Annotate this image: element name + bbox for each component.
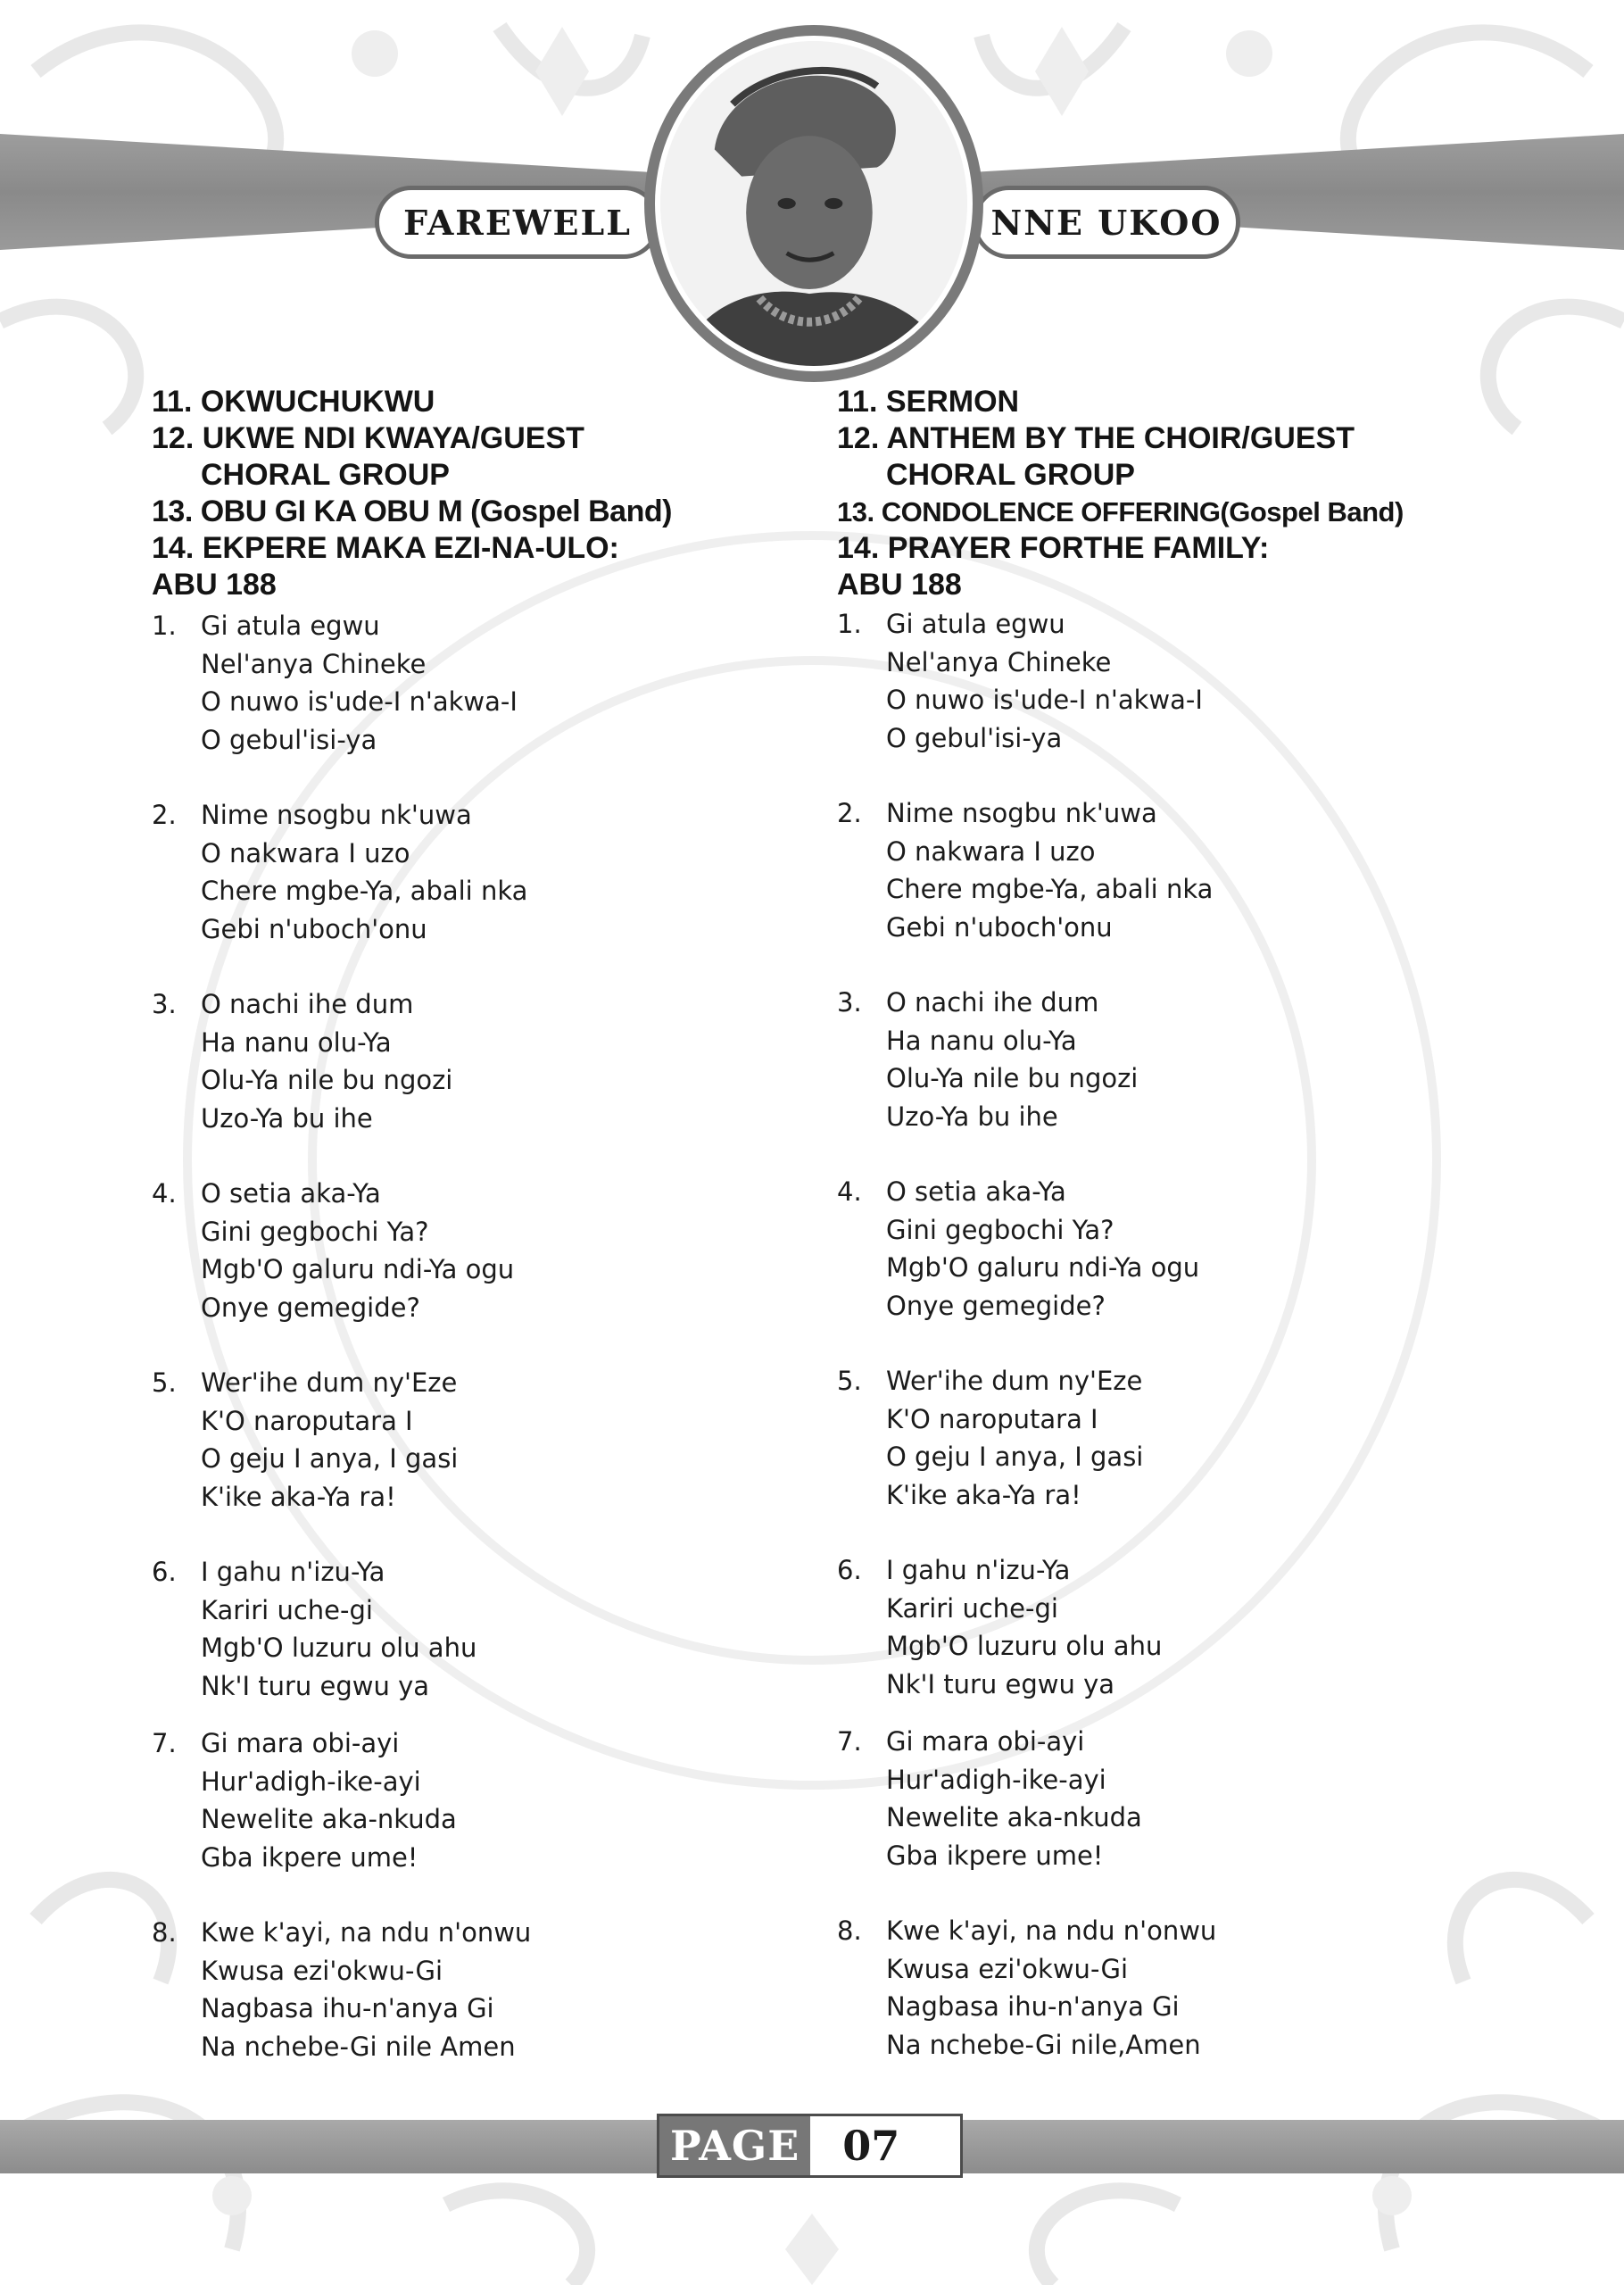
stanza-line: Gini gegbochi Ya? — [886, 1214, 1114, 1245]
left-stanza: 4. O setia aka-Ya Gini gegbochi Ya? Mgb'O galuru ndi-Ya ogu Onye gemegide? — [152, 1175, 776, 1326]
stanza-line: O nuwo is'ude-I n'akwa-I — [201, 686, 518, 717]
stanza-line: Uzo-Ya bu ihe — [201, 1102, 373, 1134]
stanza-line: Wer'ihe dum ny'Eze — [886, 1366, 1143, 1396]
stanza-line: Mgb'O luzuru olu ahu — [201, 1633, 477, 1663]
right-stanza: 1. Gi atula egwu Nel'anya Chineke O nuwo is'ude-I n'akwa-I O gebul'isi-ya — [837, 605, 1479, 757]
stanza-line: Hur'adigh-ike-ayi — [201, 1766, 421, 1797]
right-item-12: 12. ANTHEM BY THE CHOIR/GUEST — [837, 421, 1355, 455]
stanza-line: Newelite aka-nkuda — [886, 1802, 1142, 1832]
stanza-line: Mgb'O galuru ndi-Ya ogu — [201, 1254, 515, 1284]
stanza-line: Chere mgbe-Ya, abali nka — [886, 874, 1214, 904]
stanza-line: Nime nsogbu nk'uwa — [886, 798, 1157, 828]
stanza-line: O nachi ihe dum — [886, 987, 1099, 1018]
stanza-line: Olu-Ya nile bu ngozi — [201, 1065, 453, 1095]
stanza-line: K'O naroputara I — [201, 1405, 413, 1436]
stanza-line: Gi mara obi-ayi — [201, 1728, 400, 1758]
right-hymn-number: ABU 188 — [837, 568, 962, 602]
left-stanza: 5. Wer'ihe dum ny'Eze K'O naroputara I O geju I anya, I gasi K'ike aka-Ya ra! — [152, 1364, 776, 1516]
stanza-line: Nk'I turu egwu ya — [886, 1668, 1115, 1699]
stanza-line: Hur'adigh-ike-ayi — [886, 1764, 1106, 1795]
stanza-line: Kwusa ezi'okwu-Gi — [886, 1953, 1128, 1984]
stanza-line: O gebul'isi-ya — [201, 724, 377, 755]
stanza-line: K'O naroputara I — [886, 1403, 1098, 1434]
right-item-11: 11. SERMON — [837, 385, 1020, 419]
left-stanza: 3. O nachi ihe dum Ha nanu olu-Ya Olu-Ya nile bu ngozi Uzo-Ya bu ihe — [152, 985, 776, 1137]
nne-ukoo-label: NNE UKOO — [973, 186, 1240, 259]
stanza-line: Nagbasa ihu-n'anya Gi — [201, 1993, 494, 2023]
stanza-line: Nime nsogbu nk'uwa — [201, 800, 472, 830]
stanza-line: Mgb'O luzuru olu ahu — [886, 1631, 1163, 1661]
stanza-line: O setia aka-Ya — [886, 1176, 1066, 1207]
stanza-line: O geju I anya, I gasi — [201, 1443, 459, 1474]
stanza-line: Gebi n'uboch'onu — [886, 911, 1113, 943]
stanza-line: O nachi ihe dum — [201, 989, 414, 1019]
stanza-line: Na nchebe-Gi nile,Amen — [886, 2029, 1201, 2060]
stanza-line: Gini gegbochi Ya? — [201, 1216, 429, 1247]
right-stanza: 5. Wer'ihe dum ny'Eze K'O naroputara I O geju I anya, I gasi K'ike aka-Ya ra! — [837, 1362, 1479, 1514]
stanza-line: Mgb'O galuru ndi-Ya ogu — [886, 1252, 1200, 1283]
stanza-line: Nel'anya Chineke — [201, 648, 427, 679]
stanza-line: K'ike aka-Ya ra! — [886, 1479, 1081, 1510]
left-stanza: 6. I gahu n'izu-Ya Kariri uche-gi Mgb'O luzuru olu ahu Nk'I turu egwu ya — [152, 1553, 776, 1705]
right-stanza: 3. O nachi ihe dum Ha nanu olu-Ya Olu-Ya nile bu ngozi Uzo-Ya bu ihe — [837, 984, 1479, 1135]
right-stanza: 2. Nime nsogbu nk'uwa O nakwara I uzo Chere mgbe-Ya, abali nka Gebi n'uboch'onu — [837, 794, 1479, 946]
stanza-line: Nel'anya Chineke — [886, 646, 1112, 677]
stanza-line: Gebi n'uboch'onu — [201, 913, 427, 944]
stanza-line: Uzo-Ya bu ihe — [886, 1101, 1058, 1132]
stanza-line: Ha nanu olu-Ya — [201, 1026, 392, 1058]
stanza-line: O nakwara I uzo — [886, 835, 1096, 867]
stanza-line: I gahu n'izu-Ya — [886, 1555, 1071, 1585]
left-stanza: 7. Gi mara obi-ayi Hur'adigh-ike-ayi Newelite aka-nkuda Gba ikpere ume! — [152, 1724, 776, 1876]
stanza-line: Chere mgbe-Ya, abali nka — [201, 876, 528, 906]
stanza-line: Gi atula egwu — [201, 611, 380, 641]
left-stanza: 2. Nime nsogbu nk'uwa O nakwara I uzo Chere mgbe-Ya, abali nka Gebi n'uboch'onu — [152, 796, 776, 948]
left-item-13: 13. OBU GI KA OBU M (Gospel Band) — [152, 494, 672, 528]
right-stanza: 7. Gi mara obi-ayi Hur'adigh-ike-ayi Newelite aka-nkuda Gba ikpere ume! — [837, 1723, 1479, 1874]
stanza-line: Ha nanu olu-Ya — [886, 1025, 1077, 1056]
right-stanza: 8. Kwe k'ayi, na ndu n'onwu Kwusa ezi'okwu-Gi Nagbasa ihu-n'anya Gi Na nchebe-Gi nile,Amen — [837, 1912, 1479, 2064]
page-indicator — [657, 2114, 963, 2178]
left-hymn-number: ABU 188 — [152, 568, 277, 602]
right-stanza: 4. O setia aka-Ya Gini gegbochi Ya? Mgb'O galuru ndi-Ya ogu Onye gemegide? — [837, 1173, 1479, 1325]
right-item-13: 13. CONDOLENCE OFFERING(Gospel Band) — [837, 496, 1404, 528]
left-item-12-cont: CHORAL GROUP — [201, 458, 450, 492]
stanza-line: Kwusa ezi'okwu-Gi — [201, 1955, 443, 1986]
page-label: PAGE — [659, 2116, 810, 2175]
stanza-line: Kwe k'ayi, na ndu n'onwu — [886, 1915, 1217, 1946]
stanza-line: Gi mara obi-ayi — [886, 1726, 1085, 1757]
stanza-line: O gebul'isi-ya — [886, 722, 1063, 753]
stanza-line: Kariri uche-gi — [886, 1592, 1058, 1624]
left-stanza: 8. Kwe k'ayi, na ndu n'onwu Kwusa ezi'okwu-Gi Nagbasa ihu-n'anya Gi Na nchebe-Gi nile Amen — [152, 1914, 776, 2065]
stanza-line: Gba ikpere ume! — [201, 1841, 418, 1873]
stanza-line: O nuwo is'ude-I n'akwa-I — [886, 685, 1203, 715]
stanza-line: Gba ikpere ume! — [886, 1840, 1104, 1871]
igbo-order-of-service — [152, 384, 776, 2065]
stanza-line: O nakwara I uzo — [201, 837, 410, 868]
header — [0, 0, 1624, 393]
right-item-12-cont: CHORAL GROUP — [886, 458, 1135, 492]
stanza-line: Newelite aka-nkuda — [201, 1804, 457, 1834]
farewell-label: FAREWELL — [375, 186, 660, 259]
stanza-line: Kariri uche-gi — [201, 1594, 373, 1625]
stanza-line: Wer'ihe dum ny'Eze — [201, 1367, 458, 1398]
stanza-line: O geju I anya, I gasi — [886, 1442, 1144, 1472]
page-number: 07 — [842, 2122, 900, 2170]
left-item-14: 14. EKPERE MAKA EZI-NA-ULO: — [152, 531, 619, 565]
stanza-line: Onye gemegide? — [886, 1290, 1106, 1321]
right-stanza: 6. I gahu n'izu-Ya Kariri uche-gi Mgb'O luzuru olu ahu Nk'I turu egwu ya — [837, 1551, 1479, 1703]
right-item-14: 14. PRAYER FORTHE FAMILY: — [837, 531, 1270, 565]
portrait-photo — [660, 41, 967, 366]
stanza-line: K'ike aka-Ya ra! — [201, 1481, 396, 1512]
stanza-line: Na nchebe-Gi nile Amen — [201, 2031, 516, 2062]
stanza-line: Onye gemegide? — [201, 1292, 420, 1323]
english-order-of-service — [837, 384, 1479, 2064]
left-stanza: 1. Gi atula egwu Nel'anya Chineke O nuwo is'ude-I n'akwa-I O gebul'isi-ya — [152, 607, 776, 759]
stanza-line: Gi atula egwu — [886, 609, 1065, 639]
stanza-line: Nk'I turu egwu ya — [201, 1670, 430, 1701]
stanza-line: Olu-Ya nile bu ngozi — [886, 1063, 1139, 1093]
left-item-11: 11. OKWUCHUKWU — [152, 385, 435, 419]
left-item-12: 12. UKWE NDI KWAYA/GUEST — [152, 421, 584, 455]
stanza-line: Kwe k'ayi, na ndu n'onwu — [201, 1917, 532, 1948]
stanza-line: O setia aka-Ya — [201, 1178, 381, 1209]
portrait-frame — [644, 25, 983, 382]
stanza-line: I gahu n'izu-Ya — [201, 1557, 385, 1587]
stanza-line: Nagbasa ihu-n'anya Gi — [886, 1991, 1180, 2022]
